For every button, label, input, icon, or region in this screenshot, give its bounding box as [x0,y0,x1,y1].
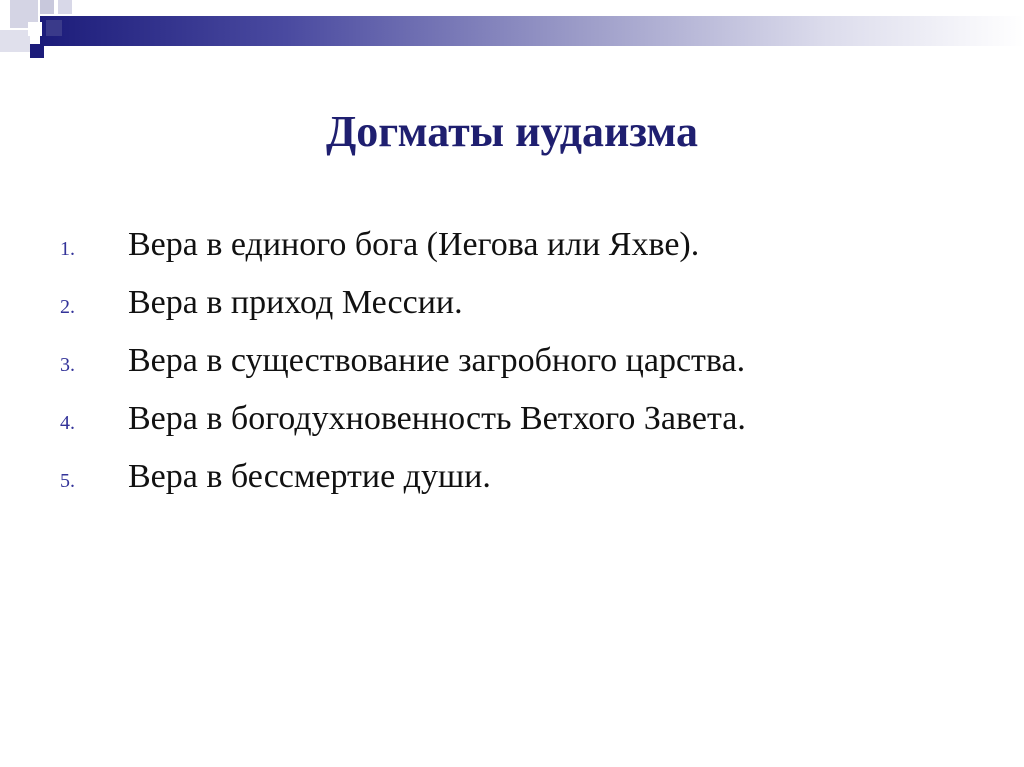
list-item [60,226,1000,284]
list-item [60,400,1000,458]
dogma-list [60,226,1000,516]
decorative-square [0,30,30,52]
item-text: Вера в бессмертие души. [128,458,491,495]
decorative-square [30,44,44,58]
list-item [60,284,1000,342]
item-number: 3. [60,354,75,376]
header-gradient-bar [40,16,1024,46]
list-item [60,342,1000,400]
list-item [60,458,1000,516]
item-text: Вера в существование загробного царства. [128,342,746,379]
item-number: 2. [60,296,75,318]
slide-title: Догматы иудаизма [325,107,699,156]
decorative-square [58,0,72,14]
decorative-square [40,0,54,14]
item-number: 4. [60,412,75,434]
item-text: Вера в приход Мессии. [128,284,463,321]
item-text: Вера в единого бога (Иегова или Яхве). [128,226,700,263]
item-number: 1. [60,238,75,260]
item-text: Вера в богодухновенность Ветхого Завета. [128,400,746,437]
decorative-square [46,20,62,36]
decorative-square [28,22,42,36]
item-number: 5. [60,470,75,492]
